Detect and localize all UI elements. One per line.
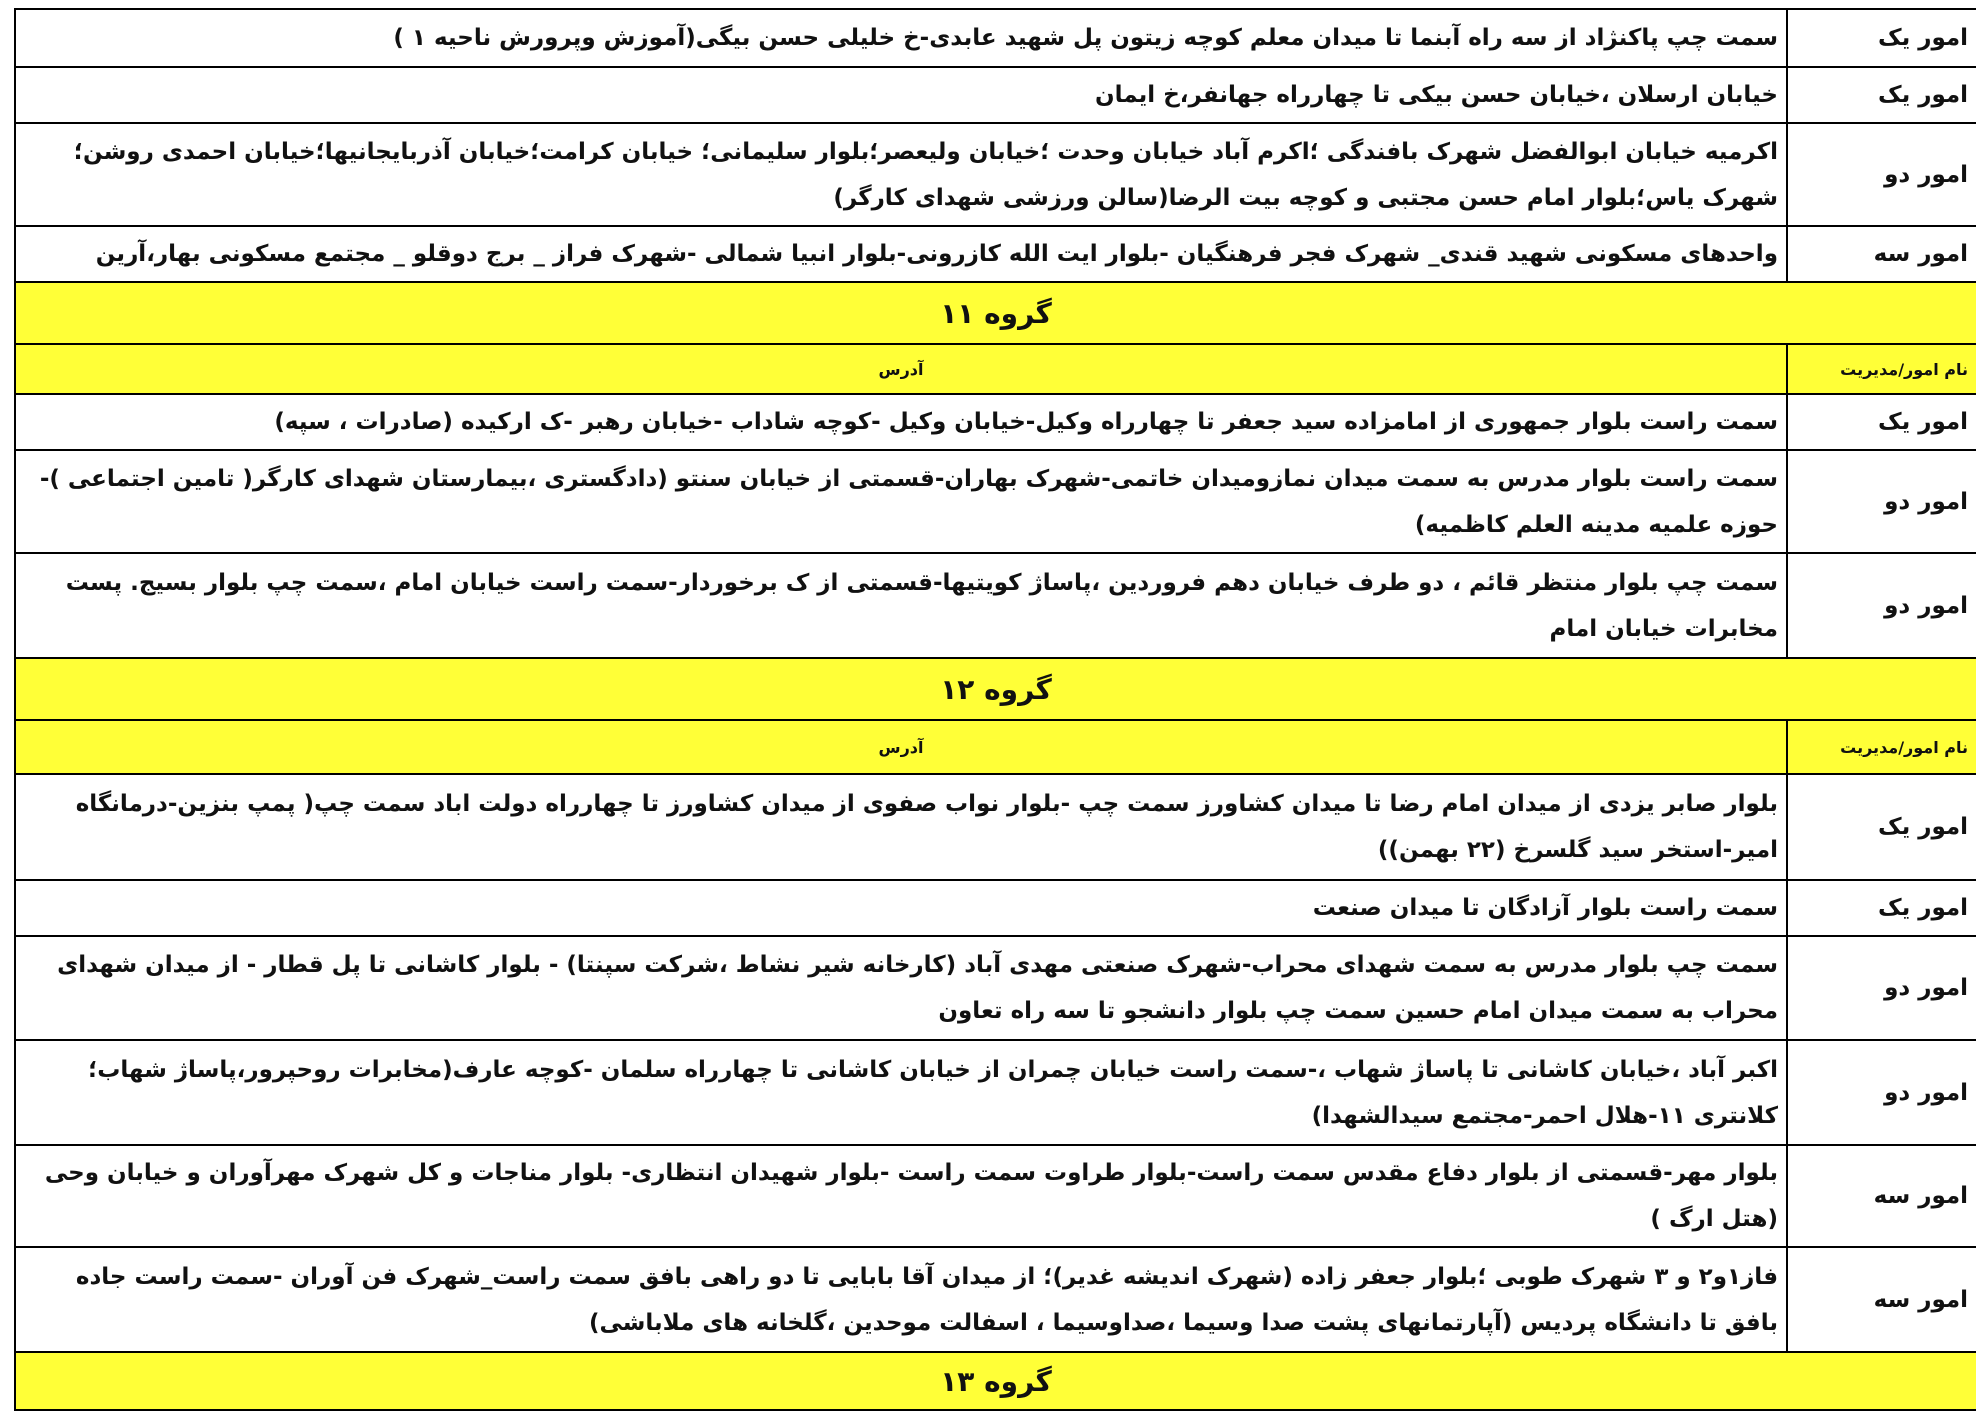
address-cell: بلوار صابر یزدی از میدان امام رضا تا میدان کشاورز سمت چپ -بلوار نواب صفوی از میدان کشاورز تا چهارراه دولت اباد سمت چپ( پمپ بنزین-درمانگاه امیر-استخر سید گلسرخ (۲۲ بهمن)) bbox=[15, 774, 1787, 880]
table-row bbox=[15, 394, 1976, 450]
unit-name: امور سه bbox=[1787, 226, 1976, 282]
column-header-row bbox=[15, 344, 1976, 394]
address-cell: سمت چپ بلوار منتظر قائم ، دو طرف خیابان دهم فروردین ،پاساژ کویتیها-قسمتی از ک برخوردار-سمت راست خیابان امام ،سمت چپ بلوار بسیج. پست مخابرات خیابان امام bbox=[15, 553, 1787, 658]
unit-name: امور یک bbox=[1787, 9, 1976, 67]
column-header-name: نام امور/مدیریت bbox=[1787, 720, 1976, 774]
table-row bbox=[15, 1040, 1976, 1145]
address-cell: سمت چپ بلوار مدرس به سمت شهدای محراب-شهرک صنعتی مهدی آباد (کارخانه شیر نشاط ،شرکت سپنتا) - بلوار کاشانی تا پل قطار - از میدان شهدای محراب به سمت میدان امام حسین سمت چپ بلوار دانشجو تا سه راه تعاون bbox=[15, 936, 1787, 1040]
address-cell: سمت راست بلوار آزادگان تا میدان صنعت bbox=[15, 880, 1787, 936]
group-title: گروه ۱۳ bbox=[15, 1352, 1976, 1410]
address-cell: بلوار مهر-قسمتی از بلوار دفاع مقدس سمت راست-بلوار طراوت سمت راست -بلوار شهیدان انتظاری- بلوار مناجات و کل شهرک مهرآوران و خیابان وحی (هتل ارگ ) bbox=[15, 1145, 1787, 1247]
unit-name: امور یک bbox=[1787, 880, 1976, 936]
table-row bbox=[15, 880, 1976, 936]
table-row bbox=[15, 67, 1976, 123]
outage-schedule-table bbox=[14, 8, 1976, 1411]
group-title: گروه ۱۱ bbox=[15, 282, 1976, 344]
address-cell: سمت راست بلوار مدرس به سمت میدان نمازومیدان خاتمی-شهرک بهاران-قسمتی از خیابان سنتو (دادگستری ،بیمارستان شهدای کارگر( تامین اجتماعی )-حوزه علمیه مدینه العلم کاظمیه) bbox=[15, 450, 1787, 553]
table-row bbox=[15, 936, 1976, 1040]
unit-name: امور دو bbox=[1787, 450, 1976, 553]
address-cell: اکبر آباد ،خیابان کاشانی تا پاساژ شهاب ،-سمت راست خیابان چمران از خیابان کاشانی تا چهارراه سلمان -کوچه عارف(مخابرات روحپرور،پاساژ شهاب؛ کلانتری ۱۱-هلال احمر-مجتمع سیدالشهدا) bbox=[15, 1040, 1787, 1145]
table-row bbox=[15, 774, 1976, 880]
address-cell: واحدهای مسکونی شهید قندی_ شهرک فجر فرهنگیان -بلوار ایت الله کازرونی-بلوار انبیا شمالی -شهرک فراز _ برج دوقلو _ مجتمع مسکونی بهار،آرین bbox=[15, 226, 1787, 282]
table-row bbox=[15, 9, 1976, 67]
unit-name: امور دو bbox=[1787, 553, 1976, 658]
table-row bbox=[15, 1247, 1976, 1352]
unit-name: امور دو bbox=[1787, 936, 1976, 1040]
unit-name: امور دو bbox=[1787, 123, 1976, 226]
unit-name: امور سه bbox=[1787, 1247, 1976, 1352]
unit-name: امور یک bbox=[1787, 394, 1976, 450]
address-cell: فاز۱و۲ و ۳ شهرک طوبی ؛بلوار جعفر زاده (شهرک اندیشه غدیر)؛ از میدان آقا بابایی تا دو راهی بافق سمت راست_شهرک فن آوران -سمت راست جاده بافق تا دانشگاه پردیس (آپارتمانهای پشت صدا وسیما ،صداوسیما ، اسفالت موحدین ،گلخانه های ملاباشی) bbox=[15, 1247, 1787, 1352]
table-row bbox=[15, 450, 1976, 553]
table-row bbox=[15, 226, 1976, 282]
address-cell: سمت چپ پاکنژاد از سه راه آبنما تا میدان معلم کوچه زیتون پل شهید عابدی-خ خلیلی حسن بیگی(آموزش وپرورش ناحیه ۱ ) bbox=[15, 9, 1787, 67]
group-title: گروه ۱۲ bbox=[15, 658, 1976, 720]
table-row bbox=[15, 553, 1976, 658]
unit-name: امور دو bbox=[1787, 1040, 1976, 1145]
group-header-row bbox=[15, 658, 1976, 720]
column-header-name: نام امور/مدیریت bbox=[1787, 344, 1976, 394]
column-header-address: آدرس bbox=[15, 720, 1787, 774]
address-cell: سمت راست بلوار جمهوری از امامزاده سید جعفر تا چهارراه وکیل-خیابان وکیل -کوچه شاداب -خیابان رهبر -ک ارکیده (صادرات ، سپه) bbox=[15, 394, 1787, 450]
address-cell: خیابان ارسلان ،خیابان حسن بیکی تا چهارراه جهانفر،خ ایمان bbox=[15, 67, 1787, 123]
table-row bbox=[15, 123, 1976, 226]
group-header-row bbox=[15, 1352, 1976, 1410]
address-cell: اکرمیه خیابان ابوالفضل شهرک بافندگی ؛اکرم آباد خیابان وحدت ؛خیابان ولیعصر؛بلوار سلیمانی؛ خیابان کرامت؛خیابان آذربایجانیها؛خیابان احمدی روشن؛شهرک یاس؛بلوار امام حسن مجتبی و کوچه بیت الرضا(سالن ورزشی شهدای کارگر) bbox=[15, 123, 1787, 226]
column-header-address: آدرس bbox=[15, 344, 1787, 394]
group-header-row bbox=[15, 282, 1976, 344]
table-row bbox=[15, 1145, 1976, 1247]
unit-name: امور یک bbox=[1787, 774, 1976, 880]
column-header-row bbox=[15, 720, 1976, 774]
unit-name: امور سه bbox=[1787, 1145, 1976, 1247]
unit-name: امور یک bbox=[1787, 67, 1976, 123]
